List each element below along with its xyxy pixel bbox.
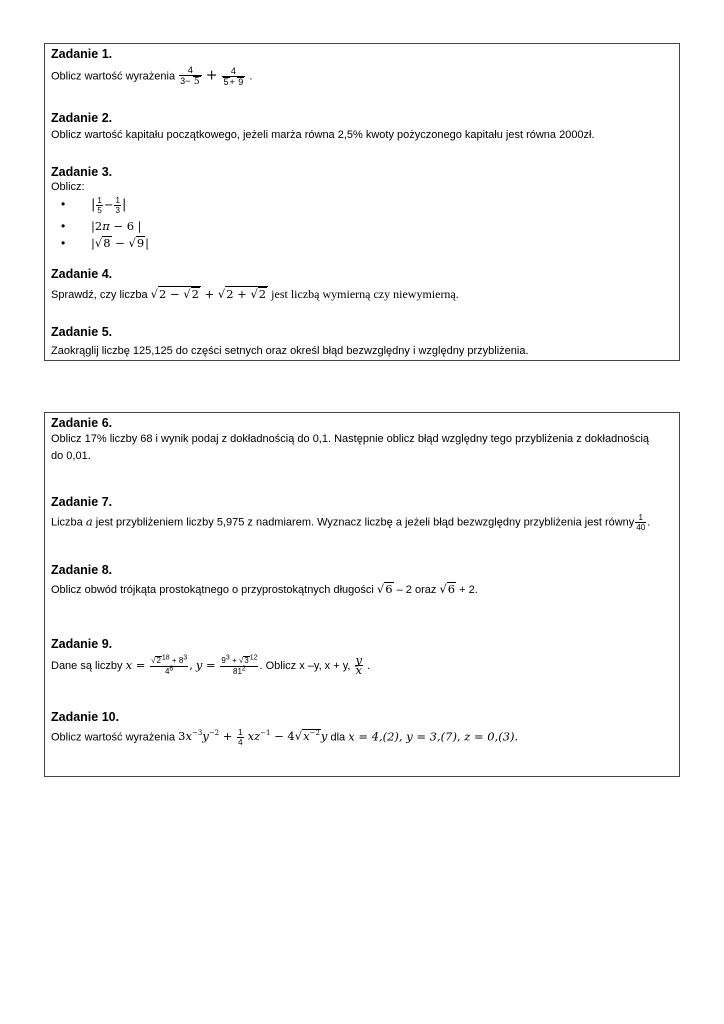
task-6-title: Zadanie 6. — [51, 416, 113, 430]
task-1-content: Oblicz wartość wyrażenia $\frac{4}{3- 5}$ + $\frac{4}{5+ 9}$ . — [51, 65, 253, 87]
task-4-title: Zadanie 4. — [51, 267, 113, 281]
task-7-title: Zadanie 7. — [51, 495, 113, 509]
task-9-title: Zadanie 9. — [51, 637, 113, 651]
task-6 — [51, 415, 673, 465]
list-item: • | $\frac{1}{5}$ − $\frac{1}{3}$ | — [51, 196, 673, 218]
task-3-text: Oblicz: — [51, 181, 85, 193]
task-2 — [51, 110, 673, 144]
task-box-2 — [44, 412, 680, 777]
task-3-title: Zadanie 3. — [51, 165, 113, 179]
task-10 — [51, 709, 673, 747]
task-7 — [51, 494, 673, 532]
task-8-text: Oblicz obwód trójkąta prostokątnego o przyprostokątnych długości — [51, 584, 374, 596]
task-5 — [51, 324, 673, 360]
task-8 — [51, 562, 673, 599]
list-item: • |2π − 6 | — [51, 218, 673, 235]
fraction-1: $\frac{4}{3- 5}$ — [180, 65, 200, 87]
task-10-content: Oblicz wartość wyrażenia $3x^{-3}y^{-2}$ + $\frac{1}{4}$ $xz^{-1} - 4√x^{-2}y$ dla x = 4,(2), y = 3,(7), z = 0,(3). — [51, 728, 519, 747]
task-10-values: x = 4,(2), y = 3,(7), z = 0,(3). — [348, 729, 519, 744]
fraction-2: $\frac{4}{5+ 9}$ — [223, 65, 244, 87]
task-4-content: Sprawdź, czy liczba √2 − √2 + √2 + √2 jest liczbą wymierną czy niewymierną. — [51, 287, 459, 301]
task-box-1 — [44, 43, 680, 361]
task-1-title: Zadanie 1. — [51, 47, 113, 61]
task-9 — [51, 636, 673, 676]
task-2-text: Oblicz wartość kapitału początkowego, jeżeli marża równa 2,5% kwoty pożyczonego kapitału jest równa 2000zł. — [51, 129, 595, 141]
task-8-content: Oblicz obwód trójkąta prostokątnego o przyprostokątnych długości √6 – 2 oraz √6 + 2. — [51, 582, 478, 596]
task-5-title: Zadanie 5. — [51, 325, 113, 339]
task-4 — [51, 266, 673, 304]
task-10-title: Zadanie 10. — [51, 710, 120, 724]
task-4-text: Sprawdź, czy liczba — [51, 289, 148, 301]
task-8-title: Zadanie 8. — [51, 563, 113, 577]
task-3 — [51, 164, 673, 252]
list-item: • |√8 − √9| — [51, 235, 673, 252]
task-5-text: Zaokrąglij liczbę 125,125 do części setnych oraz określ błąd bezwzględny i względny przybliżenia. — [51, 345, 529, 357]
task-4-text-after: jest liczbą wymierną czy niewymierną. — [271, 287, 459, 301]
task-7-content: Liczba a jest przybliżeniem liczby 5,975 z nadmiarem. Wyznacz liczbę a jeżeli błąd bezwzględny przybliżenia jest równy $\frac{1}{40}$ . — [51, 513, 651, 532]
task-2-title: Zadanie 2. — [51, 111, 113, 125]
task-9-content: Dane są liczby x = $\frac{√2^{18} + 8^3}{4^6}$ , y = $\frac{9^3 + √3^{12}}{81^2}$ . Oblicz x –y, x + y, $\frac{y}{x}$ . — [51, 653, 371, 678]
task-10-text: Oblicz wartość wyrażenia — [51, 731, 176, 744]
task-9-text: Dane są liczby — [51, 659, 123, 672]
task-3-list — [51, 196, 673, 252]
task-7-text: jest przybliżeniem liczby 5,975 z nadmiarem. Wyznacz liczbę a jeżeli błąd bezwzględny przybliżenia jest równy — [95, 516, 635, 529]
task-6-text: Oblicz 17% liczby 68 i wynik podaj z dokładnością do 0,1. Następnie oblicz błąd względny tego przybliżenia z dokładnością do 0,01. — [51, 433, 650, 462]
task-1-text: Oblicz wartość wyrażenia — [51, 70, 176, 83]
task-1 — [51, 46, 673, 88]
